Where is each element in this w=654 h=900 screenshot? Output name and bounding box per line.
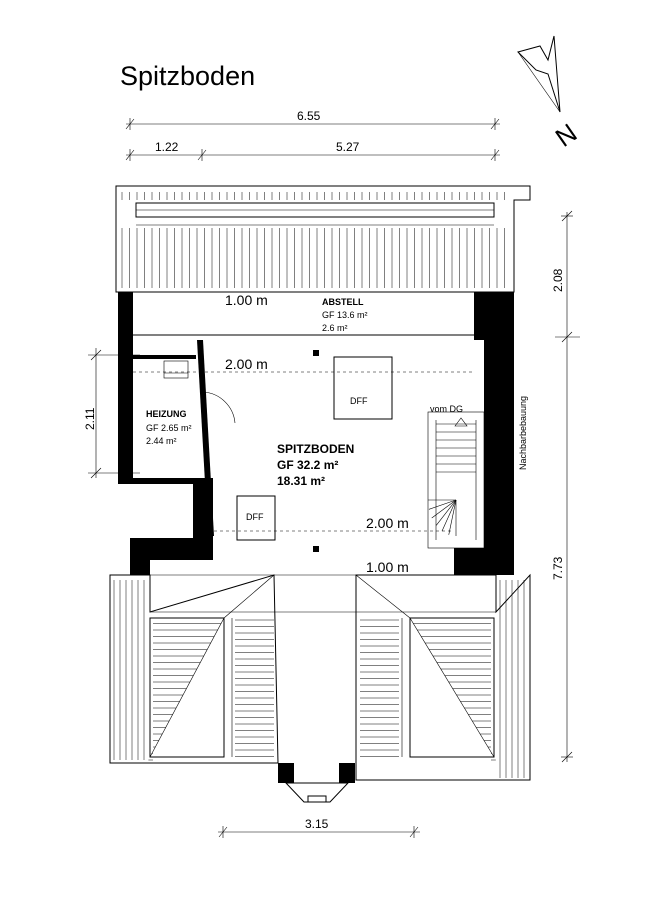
neighbor-label: Nachbarbebauung [518,395,528,470]
level-top-1m: 1.00 m [225,292,268,308]
roof-bottom-right [356,575,530,780]
dim-total-width: 6.55 [297,109,321,123]
level-lower-2m: 2.00 m [366,515,409,531]
level-bottom-1m: 1.00 m [366,559,409,575]
abstell-name: ABSTELL [322,297,364,307]
bay-window [286,783,348,802]
abstell-area: 2.6 m² [322,323,348,333]
north-label: N [549,117,583,153]
level-upper-2m: 2.00 m [225,356,268,372]
skylight-1-label: DFF [350,396,368,406]
roof-bottom-left [110,575,278,763]
top-dimensions [126,118,500,161]
dim-right-upper: 2.08 [551,268,565,292]
dim-bottom: 3.15 [305,817,329,831]
abstell-gf: GF 13.6 m² [322,310,368,320]
skylight-1 [334,357,392,419]
spitzboden-gf: GF 32.2 m² [277,458,339,472]
heizung-name: HEIZUNG [146,409,187,419]
walls [118,292,514,783]
plan-title: Spitzboden [120,61,256,91]
spitzboden-area: 18.31 m² [277,474,326,488]
stair [428,412,484,548]
dim-right-lower: 7.73 [551,556,565,580]
north-arrow-icon [518,36,582,153]
heizung-area: 2.44 m² [146,436,177,446]
boiler-icon [164,361,188,378]
skylight-2-label: DFF [246,512,264,522]
stair-label: vom DG [430,404,464,414]
right-dimensions [555,211,580,762]
dim-right-segment: 5.27 [336,140,360,154]
dim-left-side: 2.11 [83,407,97,430]
roof-top [116,186,530,292]
heizung-gf: GF 2.65 m² [146,423,192,433]
dim-left-segment: 1.22 [155,140,179,154]
spitzboden-name: SPITZBODEN [277,442,355,456]
